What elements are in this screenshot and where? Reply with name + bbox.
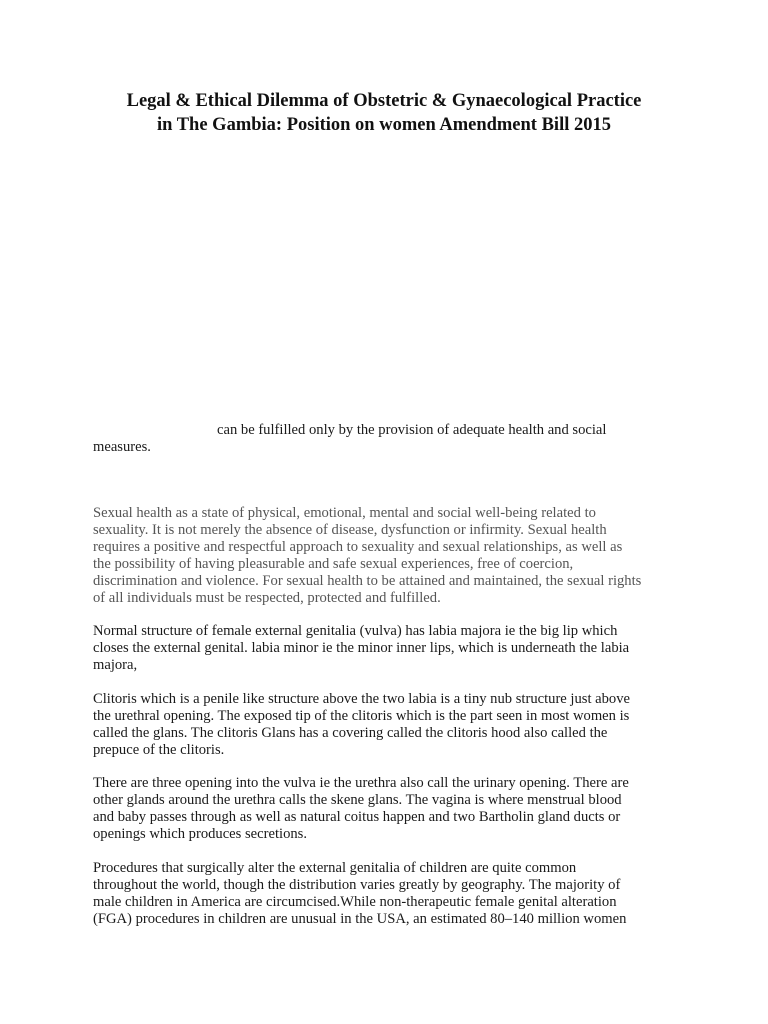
paragraph-vulva-openings — [93, 775, 693, 843]
document-title — [60, 89, 708, 137]
paragraph-procedures — [93, 860, 693, 928]
text-line: other glands around the urethra calls the skene glans. The vagina is where menstrual blood — [93, 792, 622, 808]
text-line: can be fulfilled only by the provision of adequate health and social — [217, 422, 607, 438]
paragraph-health-measures — [93, 422, 693, 456]
paragraph-sexual-health — [93, 505, 693, 607]
text-line: Clitoris which is a penile like structure above the two labia is a tiny nub structure just above — [93, 691, 631, 707]
text-line: There are three opening into the vulva ie the urethra also call the urinary opening. There are — [93, 775, 629, 791]
paragraph-vulva-structure — [93, 623, 693, 674]
text-line: male children in America are circumcised.While non-therapeutic female genital alteration — [93, 894, 617, 910]
text-line: majora, — [93, 657, 138, 673]
text-line: the urethral opening. The exposed tip of the clitoris which is the part seen in most women is — [93, 708, 630, 724]
title-line: in The Gambia: Position on women Amendment Bill 2015 — [157, 115, 611, 135]
text-line: called the glans. The clitoris Glans has a covering called the clitoris hood also called the — [93, 725, 608, 741]
text-line: of all individuals must be respected, protected and fulfilled. — [93, 590, 441, 606]
text-line: prepuce of the clitoris. — [93, 742, 225, 758]
text-line: throughout the world, though the distribution varies greatly by geography. The majority of — [93, 877, 621, 893]
paragraph-clitoris — [93, 691, 693, 759]
text-line: requires a positive and respectful approach to sexuality and sexual relationships, as well as — [93, 539, 623, 555]
text-line: measures. — [93, 439, 151, 455]
text-line: openings which produces secretions. — [93, 826, 307, 842]
text-line: and baby passes through as well as natural coitus happen and two Bartholin gland ducts or — [93, 809, 621, 825]
text-line: discrimination and violence. For sexual health to be attained and maintained, the sexual rights — [93, 573, 642, 589]
text-line: sexuality. It is not merely the absence of disease, dysfunction or infirmity. Sexual health — [93, 522, 607, 538]
text-line: closes the external genital. labia minor ie the minor inner lips, which is underneath the labia — [93, 640, 630, 656]
text-line: (FGA) procedures in children are unusual in the USA, an estimated 80–140 million women — [93, 911, 627, 927]
text-line: Sexual health as a state of physical, emotional, mental and social well-being related to — [93, 505, 596, 521]
title-line: Legal & Ethical Dilemma of Obstetric & Gynaecological Practice — [126, 91, 642, 111]
text-line: Procedures that surgically alter the external genitalia of children are quite common — [93, 860, 577, 876]
text-line: the possibility of having pleasurable and safe sexual experiences, free of coercion, — [93, 556, 574, 572]
text-line: Normal structure of female external genitalia (vulva) has labia majora ie the big lip which — [93, 623, 618, 639]
